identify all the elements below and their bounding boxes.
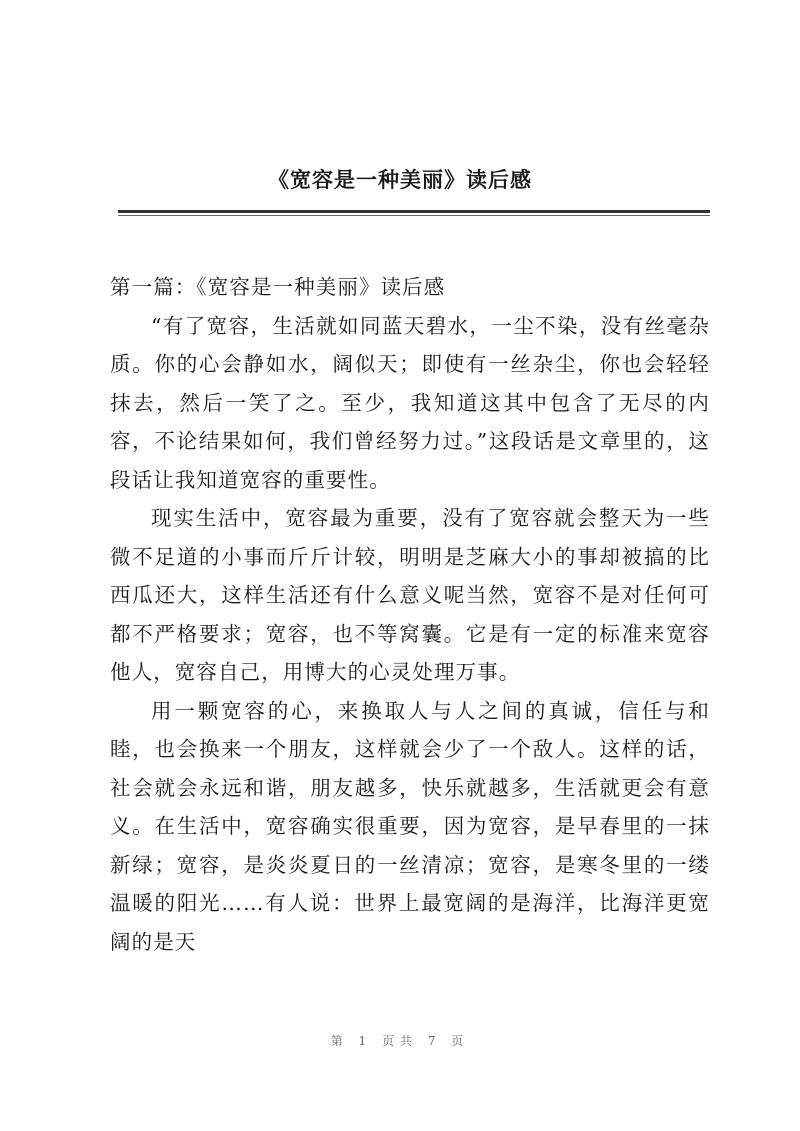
title-underline-thick bbox=[118, 210, 710, 213]
section-heading: 第一篇：《宽容是一种美丽》读后感 bbox=[110, 275, 446, 299]
title-underline-thin bbox=[118, 215, 710, 216]
paragraph-2: 现实生活中，宽容最为重要，没有了宽容就会整天为一些微不足道的小事而斤斤计较，明明是芝麻大小的事却被搞的比西瓜还大，这样生活还有什么意义呢当然，宽容不是对任何可都不严格要求；宽容，也不等窝囊。它是有一定的标准来宽容他人，宽容自己，用博大的心灵处理万事。 bbox=[110, 506, 710, 684]
document-body bbox=[110, 268, 710, 961]
page-footer: 第 1 页共 7 页 bbox=[330, 1034, 470, 1048]
paragraph-3: 用一颗宽容的心，来换取人与人之间的真诚，信任与和睦，也会换来一个朋友，这样就会少了一个敌人。这样的话，社会就会永远和谐，朋友越多，快乐就越多，生活就更会有意义。在生活中，宽容确实很重要，因为宽容，是早春里的一抹新绿；宽容，是炎炎夏日的一丝清凉；宽容，是寒冬里的一缕温暖的阳光……有人说：世界上最宽阔的是海洋，比海洋更宽阔的是天 bbox=[110, 698, 710, 954]
document-title: 《宽容是一种美丽》读后感 bbox=[268, 167, 532, 192]
paragraph-1: “有了宽容，生活就如同蓝天碧水，一尘不染，没有丝毫杂质。你的心会静如水，阔似天；即使有一丝杂尘，你也会轻轻抹去，然后一笑了之。至少，我知道这其中包含了无尽的内容，不论结果如何，我们曾经努力过。”这段话是文章里的，这段话让我知道宽容的重要性。 bbox=[110, 313, 710, 492]
